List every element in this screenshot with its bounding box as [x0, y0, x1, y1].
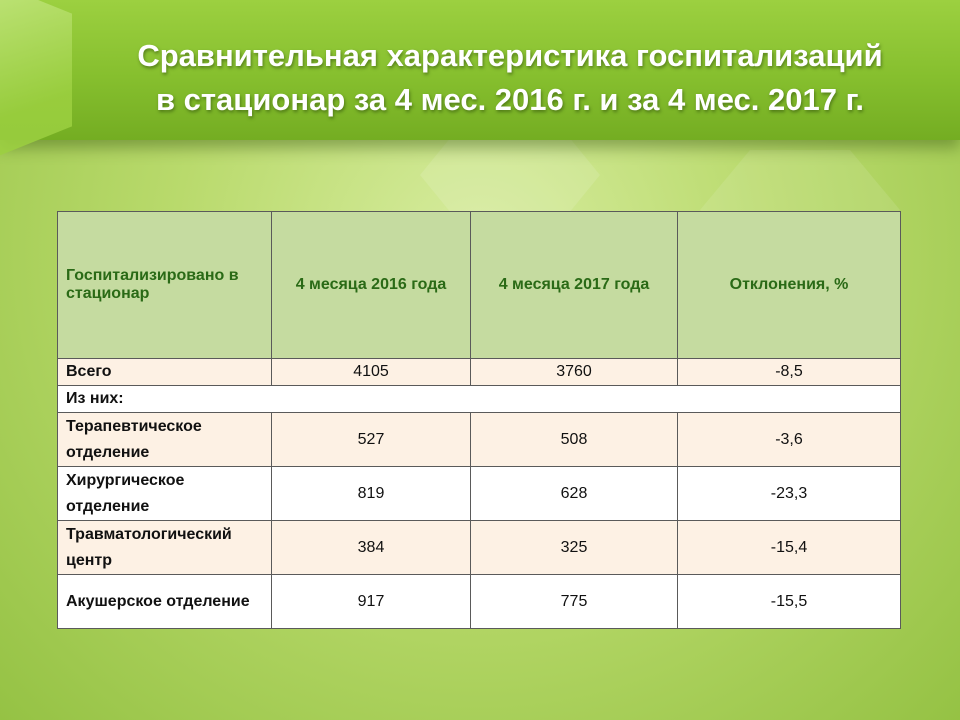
row-label: Хирургическое отделение	[58, 467, 272, 521]
row-label: Акушерское отделение	[58, 575, 272, 629]
table-row-subheader	[58, 386, 901, 413]
table-row	[58, 575, 901, 629]
title-band	[0, 0, 960, 140]
table-row-total	[58, 359, 901, 386]
value-deviation: -15,5	[678, 575, 901, 629]
header-2016: 4 месяца 2016 года	[272, 212, 471, 359]
title-hexagon-decoration	[0, 0, 72, 158]
value-2016: 4105	[272, 359, 471, 386]
value-2016: 527	[272, 413, 471, 467]
row-label: Всего	[58, 359, 272, 386]
header-hospitalized: Госпитализировано в стационар	[58, 212, 272, 359]
row-label: Терапевтическое отделение	[58, 413, 272, 467]
value-2016: 819	[272, 467, 471, 521]
slide-title-line-2: в стационар за 4 мес. 2016 г. и за 4 мес. 2017 г.	[155, 82, 865, 117]
hospitalization-table	[57, 211, 901, 629]
table-row	[58, 467, 901, 521]
value-2017: 3760	[471, 359, 678, 386]
value-deviation: -23,3	[678, 467, 901, 521]
header-deviation: Отклонения, %	[678, 212, 901, 359]
value-2017: 325	[471, 521, 678, 575]
value-deviation: -3,6	[678, 413, 901, 467]
value-2017: 775	[471, 575, 678, 629]
value-deviation: -8,5	[678, 359, 901, 386]
table-row	[58, 413, 901, 467]
slide-title-line-1: Сравнительная характеристика госпитализаций	[137, 38, 883, 73]
value-2017: 628	[471, 467, 678, 521]
header-2017: 4 месяца 2017 года	[471, 212, 678, 359]
table-row	[58, 521, 901, 575]
row-label: Травматологический центр	[58, 521, 272, 575]
value-2017: 508	[471, 413, 678, 467]
subheader-label: Из них:	[58, 386, 901, 413]
value-deviation: -15,4	[678, 521, 901, 575]
slide-title	[80, 34, 940, 122]
table-header-row	[58, 212, 901, 359]
value-2016: 917	[272, 575, 471, 629]
value-2016: 384	[272, 521, 471, 575]
